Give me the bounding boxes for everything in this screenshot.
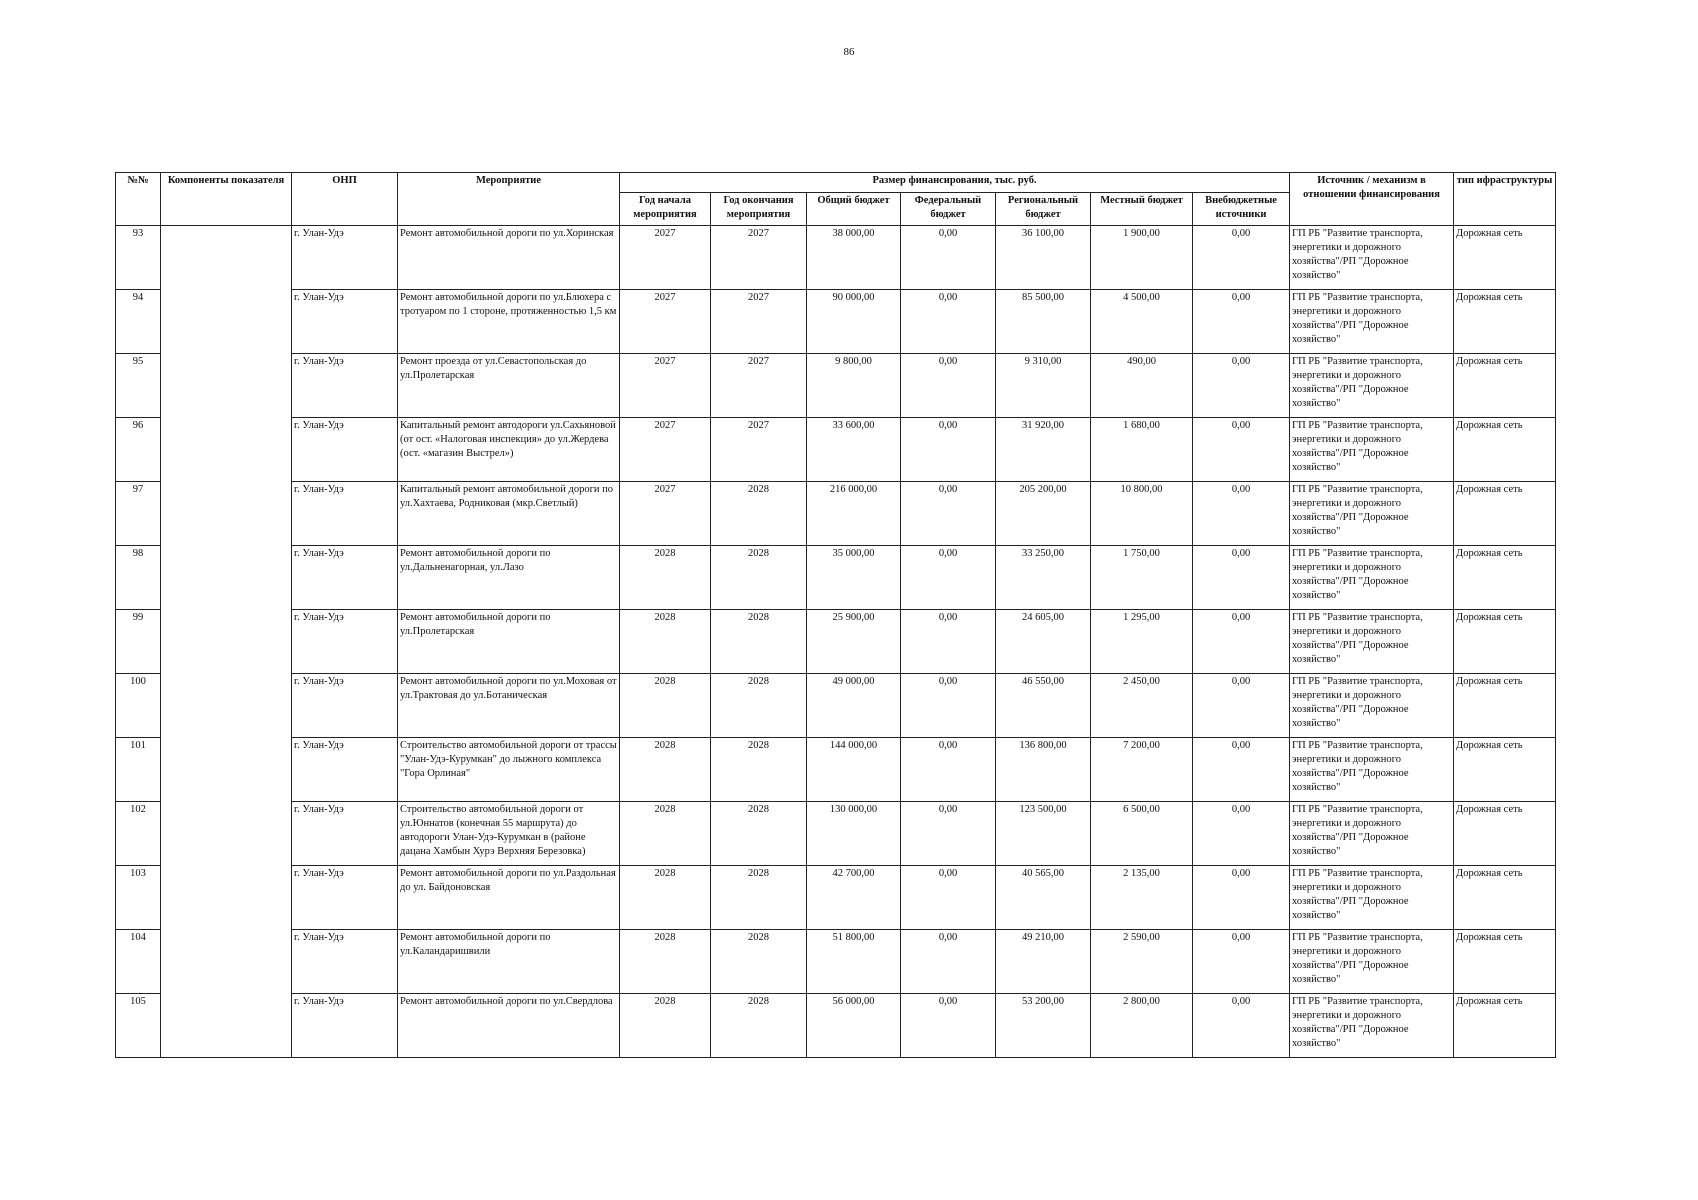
header-num: №№ — [116, 173, 161, 226]
cell-year-start: 2028 — [620, 802, 711, 866]
cell-source: ГП РБ "Развитие транспорта, энергетики и дорожного хозяйства"/РП "Дорожное хозяйство" — [1290, 738, 1454, 802]
cell-onp: г. Улан-Удэ — [292, 994, 398, 1058]
cell-local: 2 135,00 — [1091, 866, 1193, 930]
cell-infra: Дорожная сеть — [1454, 418, 1556, 482]
cell-offbudget: 0,00 — [1193, 610, 1290, 674]
cell-year-end: 2028 — [711, 610, 807, 674]
cell-local: 2 800,00 — [1091, 994, 1193, 1058]
cell-year-end: 2028 — [711, 482, 807, 546]
cell-year-end: 2027 — [711, 354, 807, 418]
cell-event: Капитальный ремонт автодороги ул.Сахьяновой (от ост. «Налоговая инспекция» до ул.Жердева (ост. «магазин Выстрел») — [398, 418, 620, 482]
cell-regional: 40 565,00 — [996, 866, 1091, 930]
cell-local: 2 450,00 — [1091, 674, 1193, 738]
cell-event: Ремонт автомобильной дороги по ул.Пролетарская — [398, 610, 620, 674]
cell-event: Ремонт автомобильной дороги по ул.Раздольная до ул. Байдоновская — [398, 866, 620, 930]
cell-source: ГП РБ "Развитие транспорта, энергетики и дорожного хозяйства"/РП "Дорожное хозяйство" — [1290, 226, 1454, 290]
cell-offbudget: 0,00 — [1193, 418, 1290, 482]
cell-num: 101 — [116, 738, 161, 802]
cell-regional: 36 100,00 — [996, 226, 1091, 290]
cell-event: Ремонт автомобильной дороги по ул.Каландаришвили — [398, 930, 620, 994]
cell-regional: 136 800,00 — [996, 738, 1091, 802]
cell-local: 1 900,00 — [1091, 226, 1193, 290]
cell-onp: г. Улан-Удэ — [292, 418, 398, 482]
cell-regional: 53 200,00 — [996, 994, 1091, 1058]
header-year-end: Год окончания мероприятия — [711, 193, 807, 226]
cell-federal: 0,00 — [901, 738, 996, 802]
table-row — [116, 226, 1556, 290]
cell-infra: Дорожная сеть — [1454, 994, 1556, 1058]
cell-onp: г. Улан-Удэ — [292, 482, 398, 546]
table-row — [116, 802, 1556, 866]
cell-source: ГП РБ "Развитие транспорта, энергетики и дорожного хозяйства"/РП "Дорожное хозяйство" — [1290, 546, 1454, 610]
cell-num: 98 — [116, 546, 161, 610]
cell-federal: 0,00 — [901, 418, 996, 482]
cell-regional: 33 250,00 — [996, 546, 1091, 610]
cell-event: Строительство автомобильной дороги от трассы "Улан-Удэ-Курумкан" до лыжного комплекса "Гора Орлиная" — [398, 738, 620, 802]
cell-infra: Дорожная сеть — [1454, 674, 1556, 738]
cell-regional: 123 500,00 — [996, 802, 1091, 866]
cell-num: 94 — [116, 290, 161, 354]
cell-regional: 205 200,00 — [996, 482, 1091, 546]
cell-year-end: 2027 — [711, 290, 807, 354]
cell-year-start: 2027 — [620, 290, 711, 354]
cell-source: ГП РБ "Развитие транспорта, энергетики и дорожного хозяйства"/РП "Дорожное хозяйство" — [1290, 802, 1454, 866]
cell-total: 51 800,00 — [807, 930, 901, 994]
cell-offbudget: 0,00 — [1193, 802, 1290, 866]
cell-total: 130 000,00 — [807, 802, 901, 866]
cell-infra: Дорожная сеть — [1454, 354, 1556, 418]
cell-infra: Дорожная сеть — [1454, 610, 1556, 674]
cell-onp: г. Улан-Удэ — [292, 290, 398, 354]
cell-federal: 0,00 — [901, 290, 996, 354]
cell-year-end: 2028 — [711, 738, 807, 802]
cell-federal: 0,00 — [901, 674, 996, 738]
header-financing: Размер финансирования, тыс. руб. — [620, 173, 1290, 193]
cell-num: 104 — [116, 930, 161, 994]
cell-total: 49 000,00 — [807, 674, 901, 738]
cell-onp: г. Улан-Удэ — [292, 354, 398, 418]
cell-event: Капитальный ремонт автомобильной дороги по ул.Хахтаева, Родниковая (мкр.Светлый) — [398, 482, 620, 546]
cell-year-end: 2028 — [711, 674, 807, 738]
cell-total: 144 000,00 — [807, 738, 901, 802]
cell-infra: Дорожная сеть — [1454, 226, 1556, 290]
table-row — [116, 674, 1556, 738]
cell-federal: 0,00 — [901, 226, 996, 290]
cell-num: 102 — [116, 802, 161, 866]
cell-num: 97 — [116, 482, 161, 546]
cell-num: 93 — [116, 226, 161, 290]
cell-local: 2 590,00 — [1091, 930, 1193, 994]
cell-total: 38 000,00 — [807, 226, 901, 290]
cell-regional: 46 550,00 — [996, 674, 1091, 738]
cell-total: 9 800,00 — [807, 354, 901, 418]
table-row — [116, 866, 1556, 930]
cell-total: 25 900,00 — [807, 610, 901, 674]
cell-year-start: 2028 — [620, 994, 711, 1058]
page-number: 86 — [843, 46, 855, 58]
cell-year-end: 2028 — [711, 546, 807, 610]
financing-table — [115, 172, 1556, 1058]
cell-total: 33 600,00 — [807, 418, 901, 482]
header-infra: тип ифраструктуры — [1454, 173, 1556, 226]
cell-offbudget: 0,00 — [1193, 674, 1290, 738]
table-body — [116, 226, 1556, 1058]
cell-total: 42 700,00 — [807, 866, 901, 930]
cell-event: Ремонт автомобильной дороги по ул.Хоринская — [398, 226, 620, 290]
cell-federal: 0,00 — [901, 546, 996, 610]
cell-year-start: 2028 — [620, 546, 711, 610]
cell-event: Ремонт автомобильной дороги по ул.Свердлова — [398, 994, 620, 1058]
cell-year-end: 2028 — [711, 802, 807, 866]
cell-infra: Дорожная сеть — [1454, 930, 1556, 994]
cell-source: ГП РБ "Развитие транспорта, энергетики и дорожного хозяйства"/РП "Дорожное хозяйство" — [1290, 994, 1454, 1058]
cell-federal: 0,00 — [901, 482, 996, 546]
cell-local: 4 500,00 — [1091, 290, 1193, 354]
cell-source: ГП РБ "Развитие транспорта, энергетики и дорожного хозяйства"/РП "Дорожное хозяйство" — [1290, 418, 1454, 482]
header-regional: Региональный бюджет — [996, 193, 1091, 226]
cell-year-end: 2028 — [711, 866, 807, 930]
cell-local: 6 500,00 — [1091, 802, 1193, 866]
header-year-start: Год начала мероприятия — [620, 193, 711, 226]
cell-onp: г. Улан-Удэ — [292, 738, 398, 802]
cell-federal: 0,00 — [901, 866, 996, 930]
cell-source: ГП РБ "Развитие транспорта, энергетики и дорожного хозяйства"/РП "Дорожное хозяйство" — [1290, 930, 1454, 994]
table-row — [116, 994, 1556, 1058]
cell-event: Ремонт автомобильной дороги по ул.Дальненагорная, ул.Лазо — [398, 546, 620, 610]
cell-regional: 24 605,00 — [996, 610, 1091, 674]
cell-offbudget: 0,00 — [1193, 866, 1290, 930]
cell-year-start: 2028 — [620, 930, 711, 994]
cell-event: Строительство автомобильной дороги от ул.Юннатов (конечная 55 маршрута) до автодороги Улан-Удэ-Курумкан в (районе дацана Хамбын Хурэ Верхняя Березовка) — [398, 802, 620, 866]
cell-event: Ремонт автомобильной дороги по ул.Блюхера с тротуаром по 1 стороне, протяженностью 1,5 км — [398, 290, 620, 354]
cell-year-end: 2028 — [711, 930, 807, 994]
cell-regional: 49 210,00 — [996, 930, 1091, 994]
cell-source: ГП РБ "Развитие транспорта, энергетики и дорожного хозяйства"/РП "Дорожное хозяйство" — [1290, 290, 1454, 354]
header-component: Компоненты показателя — [161, 173, 292, 226]
cell-year-end: 2028 — [711, 994, 807, 1058]
table-row — [116, 930, 1556, 994]
header-event: Мероприятие — [398, 173, 620, 226]
cell-onp: г. Улан-Удэ — [292, 802, 398, 866]
cell-onp: г. Улан-Удэ — [292, 546, 398, 610]
cell-year-start: 2028 — [620, 674, 711, 738]
cell-year-start: 2028 — [620, 610, 711, 674]
cell-component — [161, 226, 292, 1058]
cell-onp: г. Улан-Удэ — [292, 930, 398, 994]
table-row — [116, 610, 1556, 674]
header-onp: ОНП — [292, 173, 398, 226]
header-local: Местный бюджет — [1091, 193, 1193, 226]
cell-regional: 85 500,00 — [996, 290, 1091, 354]
cell-federal: 0,00 — [901, 994, 996, 1058]
cell-onp: г. Улан-Удэ — [292, 226, 398, 290]
cell-source: ГП РБ "Развитие транспорта, энергетики и дорожного хозяйства"/РП "Дорожное хозяйство" — [1290, 482, 1454, 546]
cell-source: ГП РБ "Развитие транспорта, энергетики и дорожного хозяйства"/РП "Дорожное хозяйство" — [1290, 866, 1454, 930]
cell-local: 490,00 — [1091, 354, 1193, 418]
cell-year-start: 2028 — [620, 738, 711, 802]
cell-total: 56 000,00 — [807, 994, 901, 1058]
cell-source: ГП РБ "Развитие транспорта, энергетики и дорожного хозяйства"/РП "Дорожное хозяйство" — [1290, 674, 1454, 738]
cell-num: 103 — [116, 866, 161, 930]
cell-event: Ремонт автомобильной дороги по ул.Моховая от ул.Трактовая до ул.Ботаническая — [398, 674, 620, 738]
cell-infra: Дорожная сеть — [1454, 290, 1556, 354]
table-row — [116, 418, 1556, 482]
cell-federal: 0,00 — [901, 930, 996, 994]
cell-infra: Дорожная сеть — [1454, 482, 1556, 546]
cell-regional: 9 310,00 — [996, 354, 1091, 418]
header-federal: Федеральный бюджет — [901, 193, 996, 226]
cell-infra: Дорожная сеть — [1454, 546, 1556, 610]
cell-source: ГП РБ "Развитие транспорта, энергетики и дорожного хозяйства"/РП "Дорожное хозяйство" — [1290, 610, 1454, 674]
cell-num: 96 — [116, 418, 161, 482]
cell-offbudget: 0,00 — [1193, 482, 1290, 546]
cell-year-start: 2028 — [620, 866, 711, 930]
cell-local: 1 295,00 — [1091, 610, 1193, 674]
cell-num: 100 — [116, 674, 161, 738]
cell-num: 95 — [116, 354, 161, 418]
cell-offbudget: 0,00 — [1193, 930, 1290, 994]
header-total: Общий бюджет — [807, 193, 901, 226]
cell-federal: 0,00 — [901, 802, 996, 866]
cell-regional: 31 920,00 — [996, 418, 1091, 482]
cell-offbudget: 0,00 — [1193, 738, 1290, 802]
cell-infra: Дорожная сеть — [1454, 802, 1556, 866]
cell-year-start: 2027 — [620, 482, 711, 546]
cell-event: Ремонт проезда от ул.Севастопольская до ул.Пролетарская — [398, 354, 620, 418]
cell-num: 99 — [116, 610, 161, 674]
cell-federal: 0,00 — [901, 610, 996, 674]
table-row — [116, 354, 1556, 418]
cell-year-end: 2027 — [711, 418, 807, 482]
cell-total: 216 000,00 — [807, 482, 901, 546]
cell-onp: г. Улан-Удэ — [292, 610, 398, 674]
cell-infra: Дорожная сеть — [1454, 866, 1556, 930]
cell-offbudget: 0,00 — [1193, 290, 1290, 354]
cell-infra: Дорожная сеть — [1454, 738, 1556, 802]
cell-onp: г. Улан-Удэ — [292, 866, 398, 930]
cell-total: 90 000,00 — [807, 290, 901, 354]
cell-year-start: 2027 — [620, 354, 711, 418]
cell-onp: г. Улан-Удэ — [292, 674, 398, 738]
cell-offbudget: 0,00 — [1193, 994, 1290, 1058]
cell-offbudget: 0,00 — [1193, 226, 1290, 290]
table-row — [116, 738, 1556, 802]
cell-local: 10 800,00 — [1091, 482, 1193, 546]
header-source: Источник / механизм в отношении финансирования — [1290, 173, 1454, 226]
cell-total: 35 000,00 — [807, 546, 901, 610]
header-offbudget: Внебюджетные источники — [1193, 193, 1290, 226]
table-row — [116, 482, 1556, 546]
cell-num: 105 — [116, 994, 161, 1058]
cell-year-start: 2027 — [620, 418, 711, 482]
cell-year-start: 2027 — [620, 226, 711, 290]
cell-local: 1 750,00 — [1091, 546, 1193, 610]
header-row-top — [116, 173, 1556, 193]
table-row — [116, 546, 1556, 610]
cell-local: 7 200,00 — [1091, 738, 1193, 802]
cell-offbudget: 0,00 — [1193, 354, 1290, 418]
cell-offbudget: 0,00 — [1193, 546, 1290, 610]
cell-federal: 0,00 — [901, 354, 996, 418]
cell-year-end: 2027 — [711, 226, 807, 290]
cell-source: ГП РБ "Развитие транспорта, энергетики и дорожного хозяйства"/РП "Дорожное хозяйство" — [1290, 354, 1454, 418]
cell-local: 1 680,00 — [1091, 418, 1193, 482]
table-row — [116, 290, 1556, 354]
